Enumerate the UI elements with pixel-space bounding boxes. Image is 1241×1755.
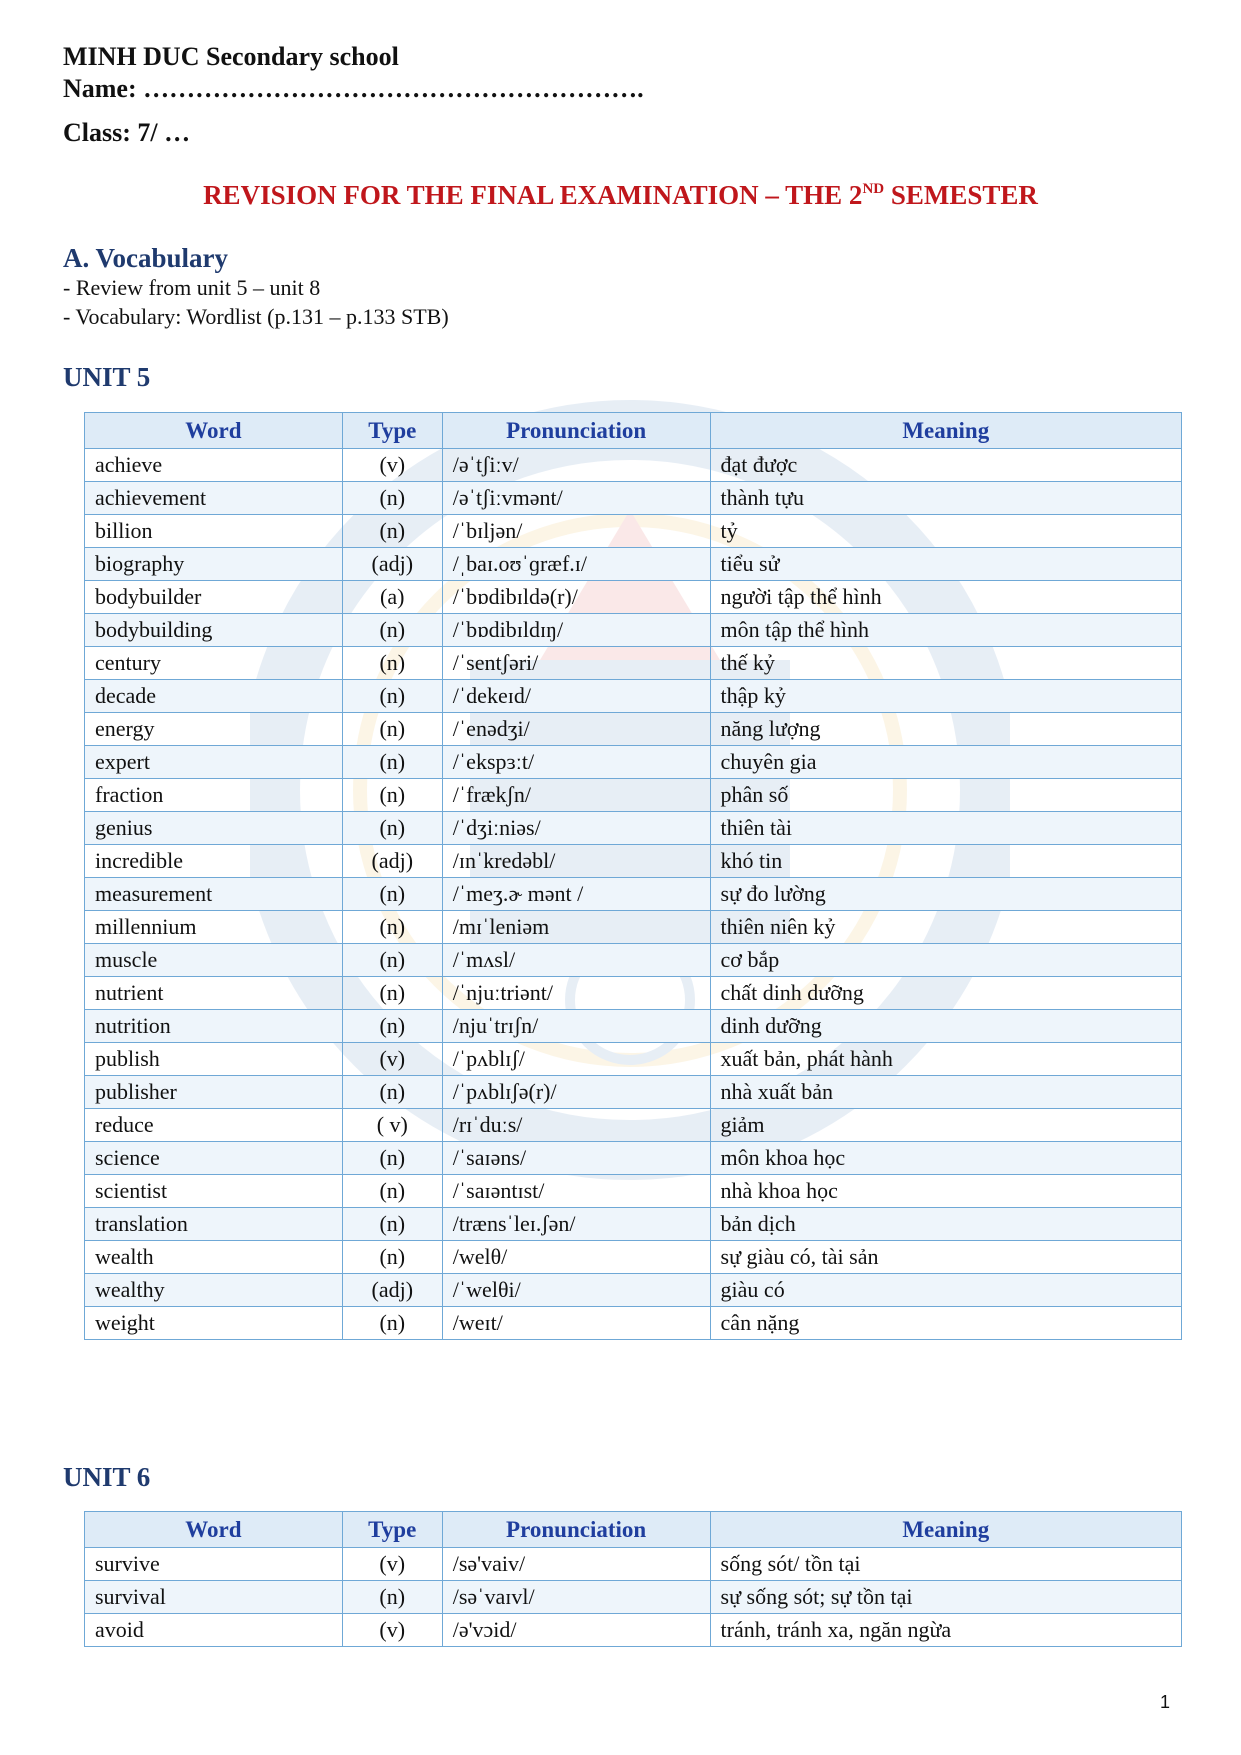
cell-word: genius <box>85 812 343 845</box>
cell-type: (adj) <box>342 845 442 878</box>
cell-type: (n) <box>342 944 442 977</box>
cell-word: measurement <box>85 878 343 911</box>
cell-word: bodybuilder <box>85 581 343 614</box>
cell-meaning: thiên niên kỷ <box>710 911 1181 944</box>
cell-pronunciation: /ˈbɒdibɪldɪŋ/ <box>442 614 710 647</box>
cell-meaning: xuất bản, phát hành <box>710 1043 1181 1076</box>
cell-pronunciation: /ˈbɪljən/ <box>442 515 710 548</box>
cell-meaning: tỷ <box>710 515 1181 548</box>
name-line: Name: …………………………………………………. <box>63 74 644 103</box>
cell-pronunciation: /mɪˈleniəm <box>442 911 710 944</box>
cell-type: (n) <box>342 482 442 515</box>
table-row <box>85 482 1182 515</box>
cell-pronunciation: /ˈbɒdibɪldə(r)/ <box>442 581 710 614</box>
unit5-vocab-table <box>84 412 1182 1340</box>
table-row <box>85 812 1182 845</box>
cell-word: fraction <box>85 779 343 812</box>
cell-pronunciation: /ˈnjuːtriənt/ <box>442 977 710 1010</box>
unit6-vocab-table <box>84 1511 1182 1647</box>
school-name: MINH DUC Secondary school <box>63 42 399 71</box>
cell-type: (n) <box>342 515 442 548</box>
cell-type: (n) <box>342 746 442 779</box>
cell-pronunciation: /ˈsaɪəntɪst/ <box>442 1175 710 1208</box>
cell-pronunciation: /ˈmeʒ.ɚ mənt / <box>442 878 710 911</box>
cell-pronunciation: /ˈekspɜːt/ <box>442 746 710 779</box>
cell-pronunciation: /rɪˈduːs/ <box>442 1109 710 1142</box>
table-row <box>85 713 1182 746</box>
cell-meaning: phân số <box>710 779 1181 812</box>
cell-pronunciation: /səˈvaɪvl/ <box>442 1581 710 1614</box>
unit5-heading: UNIT 5 <box>63 362 151 392</box>
cell-word: publish <box>85 1043 343 1076</box>
column-header-type: Type <box>342 1512 442 1548</box>
cell-pronunciation: /ˌbaɪ.oʊˈɡræf.ɪ/ <box>442 548 710 581</box>
cell-word: energy <box>85 713 343 746</box>
table-row <box>85 1581 1182 1614</box>
document-title <box>0 180 1241 211</box>
table-row <box>85 779 1182 812</box>
cell-type: (n) <box>342 680 442 713</box>
cell-word: translation <box>85 1208 343 1241</box>
unit6-heading: UNIT 6 <box>63 1462 151 1492</box>
cell-type: (n) <box>342 614 442 647</box>
table-row <box>85 1307 1182 1340</box>
table-row <box>85 1274 1182 1307</box>
cell-word: expert <box>85 746 343 779</box>
cell-pronunciation: /ˈmʌsl/ <box>442 944 710 977</box>
cell-pronunciation: /trænsˈleɪ.ʃən/ <box>442 1208 710 1241</box>
cell-meaning: chất dinh dưỡng <box>710 977 1181 1010</box>
cell-meaning: nhà xuất bản <box>710 1076 1181 1109</box>
table-row <box>85 977 1182 1010</box>
cell-type: (adj) <box>342 548 442 581</box>
table-row <box>85 746 1182 779</box>
cell-meaning: sự giàu có, tài sản <box>710 1241 1181 1274</box>
column-header-word: Word <box>85 1512 343 1548</box>
cell-pronunciation: /ˈsentʃəri/ <box>442 647 710 680</box>
cell-meaning: thập kỷ <box>710 680 1181 713</box>
cell-meaning: sống sót/ tồn tại <box>710 1548 1181 1581</box>
column-header-type: Type <box>342 413 442 449</box>
cell-type: (n) <box>342 1208 442 1241</box>
cell-type: (v) <box>342 1548 442 1581</box>
column-header-meaning: Meaning <box>710 1512 1181 1548</box>
cell-pronunciation: /welθ/ <box>442 1241 710 1274</box>
table-row <box>85 548 1182 581</box>
cell-word: survival <box>85 1581 343 1614</box>
cell-type: (n) <box>342 1307 442 1340</box>
cell-meaning: khó tin <box>710 845 1181 878</box>
table-row <box>85 1548 1182 1581</box>
table-row <box>85 1043 1182 1076</box>
cell-pronunciation: /sə'vaiv/ <box>442 1548 710 1581</box>
cell-pronunciation: /ˈpʌblɪʃə(r)/ <box>442 1076 710 1109</box>
table-row <box>85 581 1182 614</box>
column-header-meaning: Meaning <box>710 413 1181 449</box>
section-a-note-2: - Vocabulary: Wordlist (p.131 – p.133 STB) <box>63 304 449 329</box>
cell-meaning: sự đo lường <box>710 878 1181 911</box>
cell-type: (n) <box>342 713 442 746</box>
cell-meaning: thế kỷ <box>710 647 1181 680</box>
cell-type: (a) <box>342 581 442 614</box>
cell-meaning: dinh dưỡng <box>710 1010 1181 1043</box>
cell-type: (adj) <box>342 1274 442 1307</box>
cell-word: publisher <box>85 1076 343 1109</box>
table-row <box>85 1109 1182 1142</box>
table-row <box>85 1142 1182 1175</box>
cell-type: (n) <box>342 812 442 845</box>
cell-word: reduce <box>85 1109 343 1142</box>
cell-word: wealthy <box>85 1274 343 1307</box>
cell-meaning: giàu có <box>710 1274 1181 1307</box>
title-end: SEMESTER <box>884 180 1038 210</box>
table-row <box>85 515 1182 548</box>
section-a-heading: A. Vocabulary <box>63 243 229 273</box>
table-row <box>85 1076 1182 1109</box>
cell-type: (v) <box>342 1043 442 1076</box>
cell-meaning: chuyên gia <box>710 746 1181 779</box>
cell-meaning: sự sống sót; sự tồn tại <box>710 1581 1181 1614</box>
cell-type: (n) <box>342 1241 442 1274</box>
cell-type: (v) <box>342 1614 442 1647</box>
cell-word: science <box>85 1142 343 1175</box>
cell-word: billion <box>85 515 343 548</box>
table-row <box>85 680 1182 713</box>
cell-meaning: thành tựu <box>710 482 1181 515</box>
table-row <box>85 614 1182 647</box>
cell-word: muscle <box>85 944 343 977</box>
title-main: REVISION FOR THE FINAL EXAMINATION – THE 2 <box>203 180 863 210</box>
cell-pronunciation: /ˈdekeɪd/ <box>442 680 710 713</box>
cell-meaning: môn khoa học <box>710 1142 1181 1175</box>
table-row <box>85 845 1182 878</box>
table-row <box>85 1241 1182 1274</box>
cell-type: ( v) <box>342 1109 442 1142</box>
cell-word: decade <box>85 680 343 713</box>
table-row <box>85 1208 1182 1241</box>
cell-pronunciation: /ˈdʒiːniəs/ <box>442 812 710 845</box>
table-header-row <box>85 413 1182 449</box>
cell-pronunciation: /ˈpʌblɪʃ/ <box>442 1043 710 1076</box>
cell-meaning: đạt được <box>710 449 1181 482</box>
table-row <box>85 449 1182 482</box>
cell-meaning: cân nặng <box>710 1307 1181 1340</box>
column-header-pronunciation: Pronunciation <box>442 1512 710 1548</box>
cell-meaning: nhà khoa học <box>710 1175 1181 1208</box>
cell-word: survive <box>85 1548 343 1581</box>
table-row <box>85 1010 1182 1043</box>
cell-type: (v) <box>342 449 442 482</box>
table-header-row <box>85 1512 1182 1548</box>
table-row <box>85 911 1182 944</box>
cell-type: (n) <box>342 1175 442 1208</box>
cell-pronunciation: /ˈsaɪəns/ <box>442 1142 710 1175</box>
cell-pronunciation: /əˈtʃiːv/ <box>442 449 710 482</box>
cell-word: weight <box>85 1307 343 1340</box>
cell-word: bodybuilding <box>85 614 343 647</box>
cell-word: millennium <box>85 911 343 944</box>
cell-pronunciation: /ˈwelθi/ <box>442 1274 710 1307</box>
cell-type: (n) <box>342 977 442 1010</box>
cell-pronunciation: /ˈfrækʃn/ <box>442 779 710 812</box>
cell-word: achievement <box>85 482 343 515</box>
table-row <box>85 878 1182 911</box>
title-superscript: ND <box>862 181 885 197</box>
cell-pronunciation: /əˈtʃiːvmənt/ <box>442 482 710 515</box>
cell-type: (n) <box>342 647 442 680</box>
table-row <box>85 944 1182 977</box>
cell-pronunciation: /njuˈtrɪʃn/ <box>442 1010 710 1043</box>
cell-type: (n) <box>342 1076 442 1109</box>
cell-meaning: môn tập thể hình <box>710 614 1181 647</box>
cell-type: (n) <box>342 1010 442 1043</box>
cell-type: (n) <box>342 1581 442 1614</box>
cell-meaning: cơ bắp <box>710 944 1181 977</box>
cell-meaning: tránh, tránh xa, ngăn ngừa <box>710 1614 1181 1647</box>
cell-meaning: bản dịch <box>710 1208 1181 1241</box>
table-row <box>85 647 1182 680</box>
cell-word: biography <box>85 548 343 581</box>
cell-meaning: thiên tài <box>710 812 1181 845</box>
cell-word: century <box>85 647 343 680</box>
cell-meaning: giảm <box>710 1109 1181 1142</box>
cell-word: avoid <box>85 1614 343 1647</box>
cell-pronunciation: /ɪnˈkredəbl/ <box>442 845 710 878</box>
cell-meaning: năng lượng <box>710 713 1181 746</box>
table-row <box>85 1614 1182 1647</box>
cell-word: nutrient <box>85 977 343 1010</box>
cell-pronunciation: /ˈenədʒi/ <box>442 713 710 746</box>
cell-meaning: tiểu sử <box>710 548 1181 581</box>
cell-pronunciation: /ə'vɔid/ <box>442 1614 710 1647</box>
table-row <box>85 1175 1182 1208</box>
column-header-word: Word <box>85 413 343 449</box>
cell-type: (n) <box>342 878 442 911</box>
cell-word: incredible <box>85 845 343 878</box>
cell-word: wealth <box>85 1241 343 1274</box>
cell-word: scientist <box>85 1175 343 1208</box>
cell-type: (n) <box>342 779 442 812</box>
cell-type: (n) <box>342 911 442 944</box>
column-header-pronunciation: Pronunciation <box>442 413 710 449</box>
cell-meaning: người tập thể hình <box>710 581 1181 614</box>
page-number: 1 <box>1160 1692 1171 1712</box>
section-a-note-1: - Review from unit 5 – unit 8 <box>63 275 321 300</box>
cell-word: achieve <box>85 449 343 482</box>
cell-type: (n) <box>342 1142 442 1175</box>
cell-word: nutrition <box>85 1010 343 1043</box>
cell-pronunciation: /weɪt/ <box>442 1307 710 1340</box>
class-line: Class: 7/ … <box>63 118 191 147</box>
